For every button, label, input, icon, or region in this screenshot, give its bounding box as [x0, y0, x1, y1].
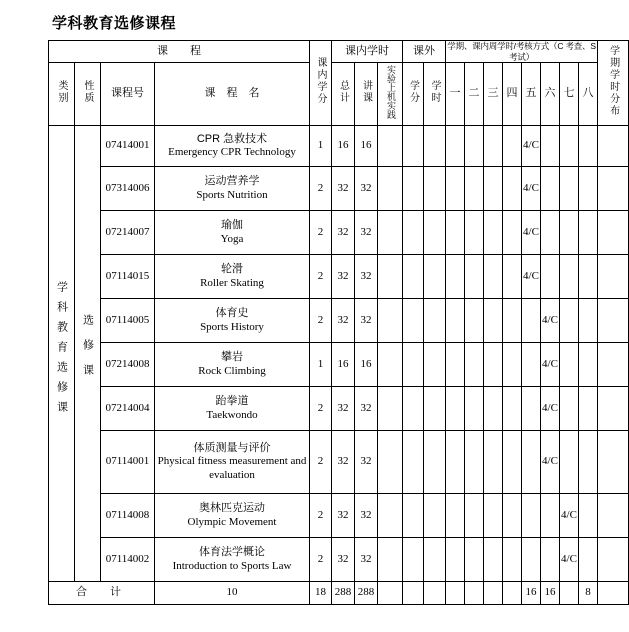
cell-out-credit — [403, 494, 424, 538]
cell-lab — [378, 494, 403, 538]
cell-term-7 — [560, 431, 579, 494]
header-term-3: 三 — [484, 63, 503, 126]
page-title: 学科教育选修课程 — [52, 15, 177, 32]
cell-term-7: 4/C — [560, 494, 579, 538]
cell-term-7 — [560, 343, 579, 387]
total-term-8: 8 — [579, 582, 598, 605]
cell-credit: 2 — [310, 211, 332, 255]
cell-credit: 2 — [310, 431, 332, 494]
cell-term-3 — [484, 538, 503, 582]
table-row — [49, 126, 629, 167]
cell-out-hours — [424, 211, 446, 255]
cell-term-4 — [503, 167, 522, 211]
cell-total: 32 — [332, 255, 355, 299]
cell-nature-label: 选修课 — [75, 126, 101, 582]
cell-out-hours — [424, 255, 446, 299]
cell-distribution — [598, 387, 629, 431]
cell-term-7 — [560, 126, 579, 167]
cell-total: 32 — [332, 211, 355, 255]
cell-credit: 1 — [310, 343, 332, 387]
cell-term-3 — [484, 387, 503, 431]
header-hours-out: 课外 — [403, 41, 446, 63]
total-term-2 — [465, 582, 484, 605]
total-distribution — [598, 582, 629, 605]
cell-lecture: 32 — [355, 255, 378, 299]
cell-term-4 — [503, 431, 522, 494]
header-distribution: 学期学时分布 — [598, 41, 629, 126]
cell-term-6 — [541, 538, 560, 582]
cell-lecture: 32 — [355, 167, 378, 211]
cell-course-code: 07114008 — [101, 494, 155, 538]
cell-lab — [378, 343, 403, 387]
cell-term-7 — [560, 167, 579, 211]
cell-term-2 — [465, 387, 484, 431]
cell-lecture: 32 — [355, 538, 378, 582]
course-name-en: Olympic Movement — [187, 515, 277, 528]
cell-term-3 — [484, 494, 503, 538]
cell-distribution — [598, 126, 629, 167]
cell-out-credit — [403, 343, 424, 387]
cell-course-code: 07414001 — [101, 126, 155, 167]
cell-course-code: 07114015 — [101, 255, 155, 299]
cell-term-3 — [484, 299, 503, 343]
cell-term-7 — [560, 211, 579, 255]
cell-out-hours — [424, 538, 446, 582]
cell-credit: 2 — [310, 494, 332, 538]
header-nature: 性质 — [75, 63, 101, 126]
cell-distribution — [598, 255, 629, 299]
cell-out-credit — [403, 299, 424, 343]
total-lecture: 288 — [355, 582, 378, 605]
cell-term-4 — [503, 299, 522, 343]
cell-term-1 — [446, 299, 465, 343]
cell-lab — [378, 211, 403, 255]
total-term-4 — [503, 582, 522, 605]
cell-term-7 — [560, 299, 579, 343]
cell-term-8 — [579, 494, 598, 538]
cell-term-3 — [484, 343, 503, 387]
cell-term-6 — [541, 211, 560, 255]
cell-total: 32 — [332, 167, 355, 211]
header-course-code: 课程号 — [101, 63, 155, 126]
cell-course-code: 07214004 — [101, 387, 155, 431]
cell-out-credit — [403, 167, 424, 211]
cell-term-4 — [503, 211, 522, 255]
cell-term-4 — [503, 255, 522, 299]
cell-term-8 — [579, 431, 598, 494]
table-header-row-2 — [49, 63, 629, 126]
cell-total: 16 — [332, 126, 355, 167]
cell-out-hours — [424, 431, 446, 494]
cell-course-name — [155, 494, 310, 538]
cell-distribution — [598, 538, 629, 582]
header-term-8: 八 — [579, 63, 598, 126]
cell-term-6: 4/C — [541, 299, 560, 343]
cell-term-2 — [465, 431, 484, 494]
cell-lecture: 16 — [355, 343, 378, 387]
header-out-hours: 学时 — [424, 63, 446, 126]
table-row — [49, 211, 629, 255]
course-table — [48, 40, 629, 605]
table-row — [49, 167, 629, 211]
cell-course-name — [155, 299, 310, 343]
cell-term-6 — [541, 494, 560, 538]
header-lab-hours: 实验上机实践 — [378, 63, 403, 126]
cell-term-5: 4/C — [522, 255, 541, 299]
cell-term-8 — [579, 126, 598, 167]
cell-term-1 — [446, 494, 465, 538]
total-term-6: 16 — [541, 582, 560, 605]
cell-term-6: 4/C — [541, 431, 560, 494]
course-name-cn: 攀岩 — [221, 351, 243, 363]
cell-term-7 — [560, 255, 579, 299]
cell-distribution — [598, 167, 629, 211]
cell-term-5 — [522, 494, 541, 538]
table-row — [49, 494, 629, 538]
cell-term-8 — [579, 211, 598, 255]
cell-total: 16 — [332, 343, 355, 387]
course-name-en: Yoga — [220, 232, 244, 245]
cell-out-credit — [403, 538, 424, 582]
cell-term-4 — [503, 494, 522, 538]
cell-term-6 — [541, 167, 560, 211]
cell-term-8 — [579, 387, 598, 431]
cell-term-8 — [579, 343, 598, 387]
cell-term-1 — [446, 343, 465, 387]
cell-course-name — [155, 211, 310, 255]
cell-term-2 — [465, 167, 484, 211]
total-out-credit — [403, 582, 424, 605]
cell-credit: 1 — [310, 126, 332, 167]
cell-course-name — [155, 538, 310, 582]
cell-out-hours — [424, 167, 446, 211]
cell-credit: 2 — [310, 167, 332, 211]
total-course-count: 10 — [155, 582, 310, 605]
course-name-en: Sports History — [200, 320, 264, 333]
cell-lecture: 32 — [355, 494, 378, 538]
cell-term-3 — [484, 255, 503, 299]
cell-term-2 — [465, 494, 484, 538]
cell-term-3 — [484, 126, 503, 167]
header-term-5: 五 — [522, 63, 541, 126]
course-name-en: Emergency CPR Technology — [168, 146, 296, 159]
cell-term-6: 4/C — [541, 387, 560, 431]
cell-term-1 — [446, 211, 465, 255]
cell-term-1 — [446, 167, 465, 211]
cell-term-5 — [522, 387, 541, 431]
header-course-name: 课 程 名 — [155, 63, 310, 126]
course-name-cn: 跆拳道 — [215, 395, 249, 407]
cell-out-hours — [424, 299, 446, 343]
cell-term-3 — [484, 167, 503, 211]
course-name-en: Physical fitness measurement and evaluation — [157, 455, 307, 482]
cell-course-code: 07114001 — [101, 431, 155, 494]
total-hours: 288 — [332, 582, 355, 605]
cell-term-4 — [503, 538, 522, 582]
cell-credit: 2 — [310, 255, 332, 299]
cell-term-2 — [465, 299, 484, 343]
cell-course-code: 07214007 — [101, 211, 155, 255]
cell-course-code: 07314006 — [101, 167, 155, 211]
cell-out-hours — [424, 387, 446, 431]
table-row — [49, 431, 629, 494]
header-term-2: 二 — [465, 63, 484, 126]
cell-out-credit — [403, 255, 424, 299]
cell-term-2 — [465, 343, 484, 387]
total-out-hours — [424, 582, 446, 605]
cell-distribution — [598, 494, 629, 538]
cell-term-5 — [522, 431, 541, 494]
course-name-en: Rock Climbing — [198, 364, 266, 377]
cell-term-4 — [503, 126, 522, 167]
cell-course-code: 07114002 — [101, 538, 155, 582]
cell-term-1 — [446, 538, 465, 582]
total-credit: 18 — [310, 582, 332, 605]
cell-out-credit — [403, 431, 424, 494]
cell-term-7 — [560, 387, 579, 431]
cell-term-6: 4/C — [541, 343, 560, 387]
cell-total: 32 — [332, 538, 355, 582]
cell-lab — [378, 387, 403, 431]
cell-lab — [378, 255, 403, 299]
cell-lecture: 32 — [355, 387, 378, 431]
cell-out-credit — [403, 211, 424, 255]
course-name-en: Roller Skating — [200, 276, 264, 289]
cell-lecture: 16 — [355, 126, 378, 167]
cell-term-8 — [579, 167, 598, 211]
cell-lab — [378, 126, 403, 167]
cell-term-5: 4/C — [522, 126, 541, 167]
header-lecture-hours: 讲课 — [355, 63, 378, 126]
total-lab — [378, 582, 403, 605]
table-row — [49, 255, 629, 299]
cell-course-code: 07114005 — [101, 299, 155, 343]
cell-lab — [378, 538, 403, 582]
total-term-7 — [560, 582, 579, 605]
cell-course-name — [155, 126, 310, 167]
course-name-cn: 运动营养学 — [204, 175, 260, 187]
cell-credit: 2 — [310, 387, 332, 431]
cell-distribution — [598, 343, 629, 387]
table-row — [49, 387, 629, 431]
course-name-cn: 体质测量与评价 — [193, 441, 271, 454]
header-category: 类别 — [49, 63, 75, 126]
table-row — [49, 299, 629, 343]
header-hours-in: 课内学时 — [332, 41, 403, 63]
total-term-1 — [446, 582, 465, 605]
cell-out-credit — [403, 387, 424, 431]
cell-term-5 — [522, 538, 541, 582]
cell-out-credit — [403, 126, 424, 167]
cell-lab — [378, 431, 403, 494]
course-name-en: Sports Nutrition — [196, 188, 268, 201]
cell-lab — [378, 167, 403, 211]
cell-term-8 — [579, 538, 598, 582]
cell-out-hours — [424, 343, 446, 387]
table-header-row-1 — [49, 41, 629, 63]
header-course-group: 课 程 — [49, 41, 310, 63]
course-name-cn: 奥林匹克运动 — [199, 502, 265, 514]
cell-lab — [378, 299, 403, 343]
table-row — [49, 538, 629, 582]
header-assess-note: 学期、课内周学时/考核方式（C 考查、S 考试） — [447, 41, 596, 62]
course-name-cn: 体育法学概论 — [199, 546, 265, 558]
table-total-row — [49, 582, 629, 605]
cell-term-6 — [541, 255, 560, 299]
cell-term-5: 4/C — [522, 167, 541, 211]
total-label: 合 计 — [49, 582, 155, 605]
cell-lecture: 32 — [355, 299, 378, 343]
course-name-cn: 瑜伽 — [221, 219, 243, 231]
cell-term-6 — [541, 126, 560, 167]
total-term-3 — [484, 582, 503, 605]
header-term-6: 六 — [541, 63, 560, 126]
cell-category-label: 学科教育选修课 — [49, 126, 75, 582]
cell-term-8 — [579, 299, 598, 343]
cell-term-8 — [579, 255, 598, 299]
cell-total: 32 — [332, 387, 355, 431]
cell-term-2 — [465, 126, 484, 167]
header-total-hours: 总计 — [332, 63, 355, 126]
course-name-en: Taekwondo — [206, 408, 258, 421]
cell-distribution — [598, 211, 629, 255]
cell-distribution — [598, 431, 629, 494]
cell-credit: 2 — [310, 299, 332, 343]
cell-course-code: 07214008 — [101, 343, 155, 387]
cell-term-1 — [446, 126, 465, 167]
cell-total: 32 — [332, 431, 355, 494]
cell-course-name — [155, 387, 310, 431]
cell-out-hours — [424, 126, 446, 167]
cell-term-1 — [446, 387, 465, 431]
header-term-1: 一 — [446, 63, 465, 126]
table-row — [49, 343, 629, 387]
cell-term-1 — [446, 255, 465, 299]
cell-distribution — [598, 299, 629, 343]
cell-total: 32 — [332, 494, 355, 538]
course-name-en: Introduction to Sports Law — [172, 559, 292, 572]
course-name-cn: CPR 急救技术 — [196, 132, 268, 145]
cell-course-name — [155, 431, 310, 494]
cell-course-name — [155, 167, 310, 211]
cell-term-3 — [484, 211, 503, 255]
cell-term-4 — [503, 343, 522, 387]
cell-course-name — [155, 255, 310, 299]
cell-term-4 — [503, 387, 522, 431]
cell-term-5 — [522, 299, 541, 343]
total-term-5: 16 — [522, 582, 541, 605]
cell-course-name — [155, 343, 310, 387]
course-name-cn: 轮滑 — [221, 263, 243, 275]
header-term-4: 四 — [503, 63, 522, 126]
cell-term-3 — [484, 431, 503, 494]
cell-out-hours — [424, 494, 446, 538]
header-term-7: 七 — [560, 63, 579, 126]
header-credit-in-group: 课内学分 — [310, 41, 332, 126]
cell-term-5 — [522, 343, 541, 387]
cell-term-5: 4/C — [522, 211, 541, 255]
course-name-cn: 体育史 — [215, 307, 249, 319]
cell-term-2 — [465, 538, 484, 582]
cell-credit: 2 — [310, 538, 332, 582]
cell-total: 32 — [332, 299, 355, 343]
cell-lecture: 32 — [355, 431, 378, 494]
cell-term-1 — [446, 431, 465, 494]
cell-term-2 — [465, 211, 484, 255]
cell-term-2 — [465, 255, 484, 299]
cell-term-7: 4/C — [560, 538, 579, 582]
header-out-credit: 学分 — [403, 63, 424, 126]
cell-lecture: 32 — [355, 211, 378, 255]
